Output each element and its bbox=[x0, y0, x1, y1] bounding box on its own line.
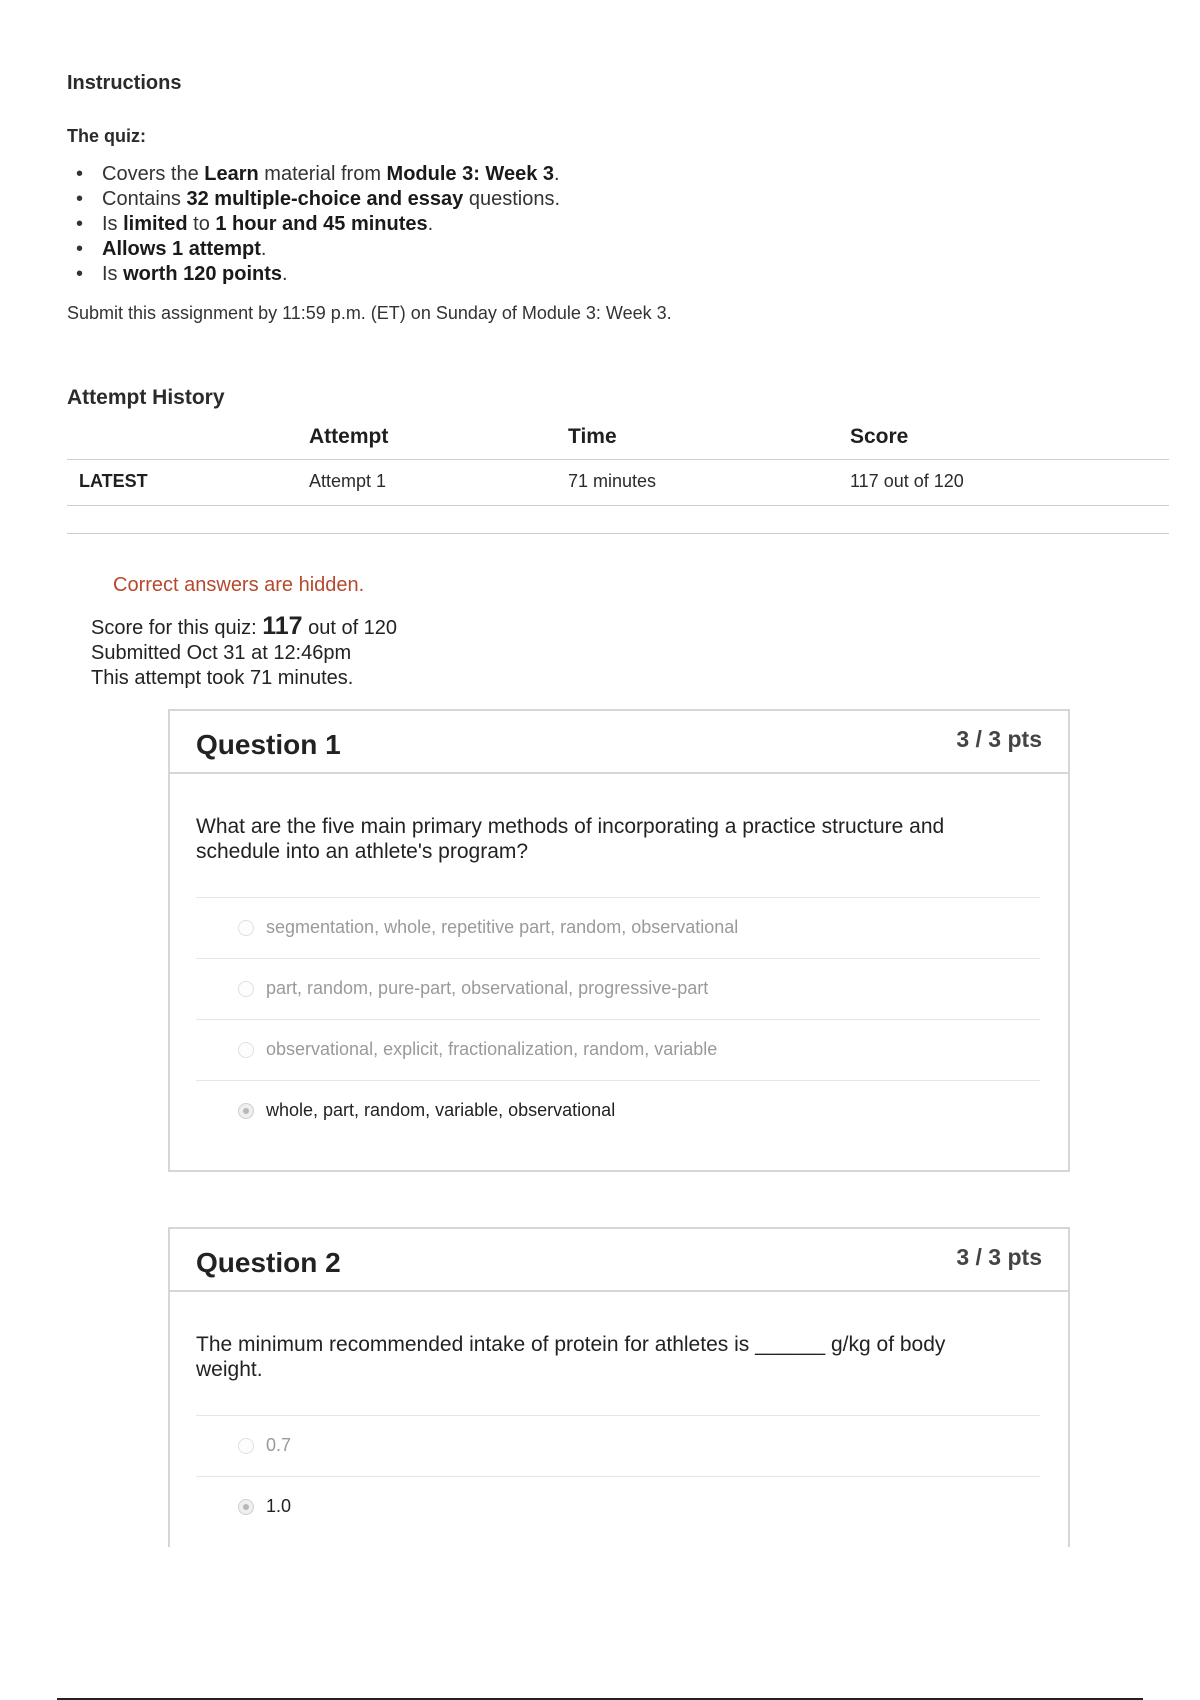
answer-option[interactable] bbox=[196, 958, 1040, 1019]
list-item: • Contains 32 multiple-choice and essay questions. bbox=[76, 188, 561, 210]
answer-label: part, random, pure-part, observational, progressive-part bbox=[266, 978, 709, 998]
column-header-attempt: Attempt bbox=[309, 425, 389, 448]
question-text: The minimum recommended intake of protein for athletes is ______ g/kg of body weight. bbox=[196, 1333, 946, 1381]
radio-button[interactable] bbox=[238, 920, 254, 936]
quiz-details-list bbox=[76, 162, 560, 287]
score-summary bbox=[91, 614, 397, 691]
answer-option-selected[interactable] bbox=[196, 1080, 1040, 1141]
answer-option[interactable] bbox=[196, 1019, 1040, 1080]
bullet-text: Allows 1 attempt. bbox=[102, 238, 267, 260]
column-header-score: Score bbox=[850, 425, 909, 448]
attempt-duration: This attempt took 71 minutes. bbox=[91, 667, 354, 689]
answer-option[interactable] bbox=[196, 897, 1040, 958]
instructions-heading: Instructions bbox=[67, 72, 182, 94]
list-item: • Allows 1 attempt. bbox=[76, 238, 267, 260]
question-title: Question 1 bbox=[196, 729, 341, 760]
list-item: • Is limited to 1 hour and 45 minutes. bbox=[76, 213, 434, 235]
question-header bbox=[170, 1229, 1068, 1292]
radio-button[interactable] bbox=[238, 1438, 254, 1454]
attempt-link[interactable]: Attempt 1 bbox=[309, 471, 387, 491]
question-header bbox=[170, 711, 1068, 774]
answer-label: observational, explicit, fractionalization, random, variable bbox=[266, 1039, 718, 1059]
section-divider bbox=[67, 533, 1169, 534]
column-header-time: Time bbox=[568, 425, 617, 448]
question-card-2 bbox=[168, 1227, 1070, 1547]
answer-label: 1.0 bbox=[266, 1496, 292, 1516]
quiz-label: The quiz: bbox=[67, 126, 146, 146]
question-points: 3 / 3 pts bbox=[956, 1244, 1042, 1270]
answer-option[interactable] bbox=[196, 1415, 1040, 1476]
submitted-time: Submitted Oct 31 at 12:46pm bbox=[91, 642, 352, 664]
question-card-1 bbox=[168, 709, 1070, 1172]
question-text: What are the five main primary methods of incorporating a practice structure and schedule into an athlete's program? bbox=[196, 815, 945, 863]
answer-label: segmentation, whole, repetitive part, random, observational bbox=[266, 917, 739, 937]
radio-button-selected[interactable] bbox=[238, 1499, 254, 1515]
table-header-divider bbox=[67, 459, 1169, 460]
question-title: Question 2 bbox=[196, 1247, 341, 1278]
question-points: 3 / 3 pts bbox=[956, 726, 1042, 752]
quiz-score-line: Score for this quiz: 117 out of 120 bbox=[91, 612, 398, 640]
bullet-text: Is limited to 1 hour and 45 minutes. bbox=[102, 213, 434, 235]
correct-answers-hidden-notice: Correct answers are hidden. bbox=[113, 574, 365, 596]
table-row-divider bbox=[67, 505, 1169, 506]
radio-button[interactable] bbox=[238, 1042, 254, 1058]
answer-label: 0.7 bbox=[266, 1435, 292, 1455]
bullet-text: Is worth 120 points. bbox=[102, 263, 288, 285]
radio-button-selected[interactable] bbox=[238, 1103, 254, 1119]
row-label-latest: LATEST bbox=[79, 471, 148, 491]
answer-label: whole, part, random, variable, observational bbox=[266, 1100, 616, 1120]
answer-option-selected[interactable] bbox=[196, 1476, 1040, 1537]
bullet-text: Contains 32 multiple-choice and essay questions. bbox=[102, 188, 561, 210]
list-item: • Is worth 120 points. bbox=[76, 263, 288, 285]
list-item: • Covers the Learn material from Module 3: Week 3. bbox=[76, 163, 560, 185]
submit-deadline-note: Submit this assignment by 11:59 p.m. (ET) on Sunday of Module 3: Week 3. bbox=[67, 303, 672, 323]
attempt-score: 117 out of 120 bbox=[850, 471, 964, 491]
attempt-history-heading: Attempt History bbox=[67, 386, 225, 409]
radio-button[interactable] bbox=[238, 981, 254, 997]
bullet-text: Covers the Learn material from Module 3: Week 3. bbox=[102, 163, 560, 185]
attempt-time: 71 minutes bbox=[568, 471, 657, 491]
